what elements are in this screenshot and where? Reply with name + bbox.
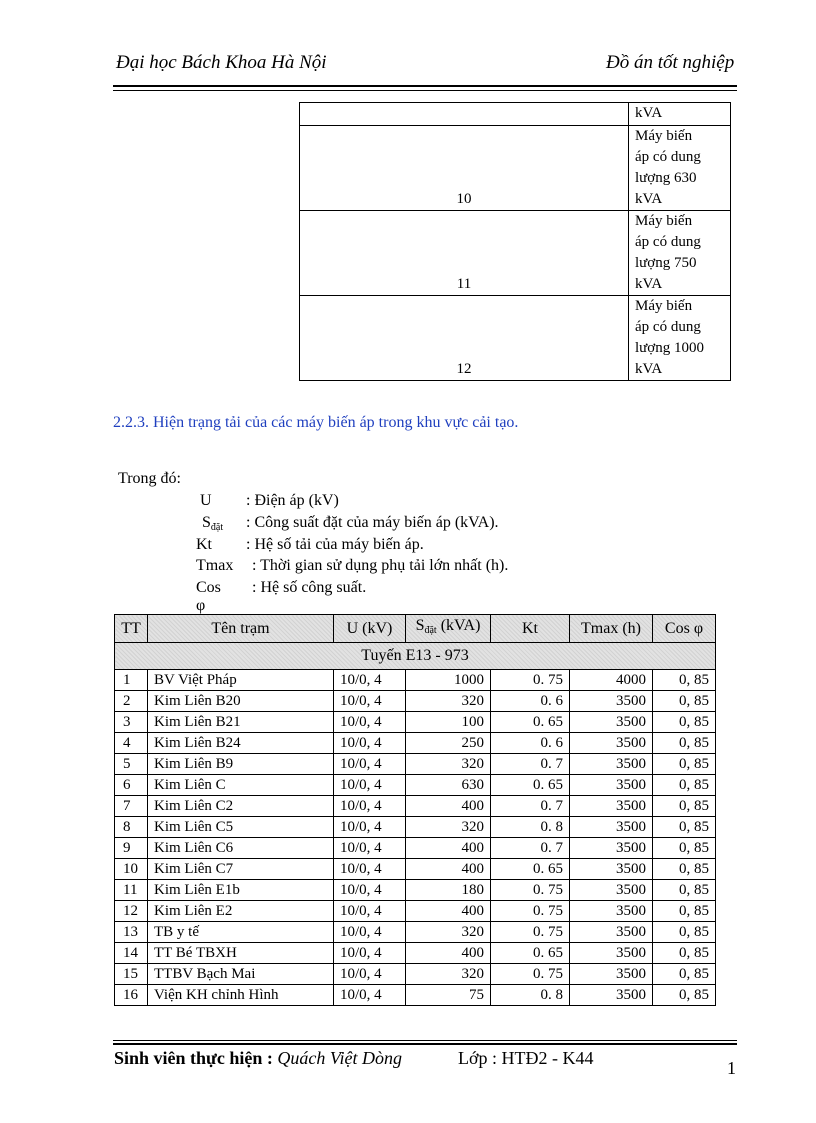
legend-symbol: Kt xyxy=(196,536,212,553)
header-installed-capacity xyxy=(406,615,491,643)
legend-symbol-sub: đặt xyxy=(210,522,224,533)
cell-station-name: Kim Liên B9 xyxy=(148,754,334,775)
desc-line: kVA xyxy=(635,191,663,207)
cell-installed-capacity: 320 xyxy=(406,754,491,775)
desc-line: áp có dung xyxy=(635,319,701,335)
cell-tmax: 3500 xyxy=(570,901,653,922)
continuation-row xyxy=(300,126,731,211)
cell-load-factor: 0. 8 xyxy=(491,817,570,838)
cell-installed-capacity: 320 xyxy=(406,922,491,943)
cell-load-factor: 0. 75 xyxy=(491,880,570,901)
continuation-row xyxy=(300,296,731,381)
header-rule-thin xyxy=(113,90,737,91)
cell-voltage: 10/0, 4 xyxy=(334,922,406,943)
desc-line: lượng 630 xyxy=(635,170,697,186)
desc-line: áp có dung xyxy=(635,149,701,165)
cell-tmax: 3500 xyxy=(570,733,653,754)
cell-voltage: 10/0, 4 xyxy=(334,691,406,712)
table-row xyxy=(115,691,716,712)
table-row xyxy=(115,670,716,691)
header-document-type: Đồ án tốt nghiệp xyxy=(606,52,735,73)
cell-voltage: 10/0, 4 xyxy=(334,943,406,964)
cell-load-factor: 0. 7 xyxy=(491,754,570,775)
cell-station-name: TB y tế xyxy=(148,922,334,943)
cell-power-factor: 0, 85 xyxy=(653,922,716,943)
cell-station-name: Kim Liên B24 xyxy=(148,733,334,754)
header-s-sub: đặt xyxy=(424,625,437,636)
cell-tmax: 3500 xyxy=(570,691,653,712)
cell-load-factor: 0. 6 xyxy=(491,691,570,712)
cell-load-factor: 0. 6 xyxy=(491,733,570,754)
continuation-empty-cell xyxy=(300,103,629,126)
table-row xyxy=(115,775,716,796)
desc-line: Máy biến xyxy=(635,128,693,144)
cell-voltage: 10/0, 4 xyxy=(334,796,406,817)
cell-power-factor: 0, 85 xyxy=(653,817,716,838)
cell-load-factor: 0. 7 xyxy=(491,796,570,817)
page-number: 1 xyxy=(727,1058,736,1078)
header-university: Đại học Bách Khoa Hà Nội xyxy=(116,52,327,73)
cell-tt: 13 xyxy=(115,922,148,943)
cell-installed-capacity: 320 xyxy=(406,817,491,838)
header-s-unit: (kVA) xyxy=(436,617,481,634)
cell-power-factor: 0, 85 xyxy=(653,670,716,691)
header-voltage: U (kV) xyxy=(334,615,406,643)
desc-line: kVA xyxy=(635,276,663,292)
continuation-first-row xyxy=(300,103,731,126)
cell-power-factor: 0, 85 xyxy=(653,712,716,733)
footer-rule-thin xyxy=(113,1040,737,1041)
cell-tt: 15 xyxy=(115,964,148,985)
table-row xyxy=(115,754,716,775)
header-tmax: Tmax (h) xyxy=(570,615,653,643)
cell-installed-capacity: 250 xyxy=(406,733,491,754)
cell-load-factor: 0. 65 xyxy=(491,775,570,796)
cell-voltage: 10/0, 4 xyxy=(334,838,406,859)
cell-station-name: Kim Liên B20 xyxy=(148,691,334,712)
cell-tt: 11 xyxy=(115,880,148,901)
cell-power-factor: 0, 85 xyxy=(653,775,716,796)
cell-load-factor: 0. 75 xyxy=(491,670,570,691)
table-group-row xyxy=(115,643,716,670)
cell-station-name: Viện KH chỉnh Hình xyxy=(148,985,334,1006)
desc-line: Máy biến xyxy=(635,213,693,229)
cell-station-name: Kim Liên C xyxy=(148,775,334,796)
cell-station-name: Kim Liên E1b xyxy=(148,880,334,901)
group-label: Tuyến E13 - 973 xyxy=(115,643,716,670)
continuation-row xyxy=(300,211,731,296)
cell-station-name: Kim Liên C5 xyxy=(148,817,334,838)
cell-tt: 3 xyxy=(115,712,148,733)
cell-tt: 16 xyxy=(115,985,148,1006)
header-station-name: Tên trạm xyxy=(148,615,334,643)
continuation-row-number: 10 xyxy=(300,126,629,211)
continuation-row-number: 11 xyxy=(300,211,629,296)
cell-tmax: 3500 xyxy=(570,817,653,838)
legend-symbol-main: S xyxy=(202,514,211,531)
cell-station-name: Kim Liên B21 xyxy=(148,712,334,733)
cell-power-factor: 0, 85 xyxy=(653,901,716,922)
cell-station-name: Kim Liên C7 xyxy=(148,859,334,880)
cell-tmax: 3500 xyxy=(570,796,653,817)
header-power-factor: Cos φ xyxy=(653,615,716,643)
table-row xyxy=(115,901,716,922)
footer-student xyxy=(114,1048,402,1069)
cell-voltage: 10/0, 4 xyxy=(334,859,406,880)
cell-voltage: 10/0, 4 xyxy=(334,817,406,838)
cell-load-factor: 0. 75 xyxy=(491,964,570,985)
cell-installed-capacity: 400 xyxy=(406,901,491,922)
cell-tt: 6 xyxy=(115,775,148,796)
cell-power-factor: 0, 85 xyxy=(653,796,716,817)
cell-tt: 10 xyxy=(115,859,148,880)
cell-station-name: Kim Liên C6 xyxy=(148,838,334,859)
legend-definition: : Hệ số công suất. xyxy=(252,579,367,596)
cell-tmax: 3500 xyxy=(570,754,653,775)
continuation-row-number: 12 xyxy=(300,296,629,381)
cell-tmax: 3500 xyxy=(570,964,653,985)
footer-student-label: Sinh viên thực hiện : xyxy=(114,1048,278,1068)
header-rule-thick xyxy=(113,85,737,87)
cell-power-factor: 0, 85 xyxy=(653,733,716,754)
table-row xyxy=(115,712,716,733)
cell-tt: 14 xyxy=(115,943,148,964)
cell-tt: 4 xyxy=(115,733,148,754)
continuation-kva-cell: kVA xyxy=(629,103,731,126)
continuation-table xyxy=(299,102,731,381)
cell-voltage: 10/0, 4 xyxy=(334,670,406,691)
cell-installed-capacity: 400 xyxy=(406,838,491,859)
header-tt: TT xyxy=(115,615,148,643)
table-row xyxy=(115,796,716,817)
cell-power-factor: 0, 85 xyxy=(653,880,716,901)
legend-symbol: Tmax xyxy=(196,557,234,574)
cell-tmax: 3500 xyxy=(570,712,653,733)
cell-power-factor: 0, 85 xyxy=(653,859,716,880)
cell-installed-capacity: 180 xyxy=(406,880,491,901)
legend-definition: : Hệ số tải của máy biến áp. xyxy=(246,536,424,553)
cell-load-factor: 0. 65 xyxy=(491,859,570,880)
cell-tmax: 3500 xyxy=(570,838,653,859)
cell-station-name: Kim Liên E2 xyxy=(148,901,334,922)
cell-tmax: 3500 xyxy=(570,943,653,964)
desc-line: áp có dung xyxy=(635,234,701,250)
cell-station-name: Kim Liên C2 xyxy=(148,796,334,817)
continuation-row-description xyxy=(629,296,731,381)
cell-power-factor: 0, 85 xyxy=(653,838,716,859)
footer-rule-thick xyxy=(113,1043,737,1045)
continuation-row-description xyxy=(629,126,731,211)
table-row xyxy=(115,838,716,859)
cell-voltage: 10/0, 4 xyxy=(334,964,406,985)
cell-installed-capacity: 320 xyxy=(406,691,491,712)
cell-installed-capacity: 400 xyxy=(406,859,491,880)
table-header-row xyxy=(115,615,716,643)
section-heading: 2.2.3. Hiện trạng tải của các máy biến áp trong khu vực cải tạo. xyxy=(113,414,519,431)
desc-line: lượng 750 xyxy=(635,255,697,271)
legend-definition: : Thời gian sử dụng phụ tải lớn nhất (h). xyxy=(252,557,509,574)
cell-tt: 8 xyxy=(115,817,148,838)
cell-tt: 5 xyxy=(115,754,148,775)
cell-voltage: 10/0, 4 xyxy=(334,775,406,796)
cell-tt: 7 xyxy=(115,796,148,817)
table-row xyxy=(115,922,716,943)
legend-symbol xyxy=(202,514,223,533)
cell-voltage: 10/0, 4 xyxy=(334,985,406,1006)
cell-tmax: 3500 xyxy=(570,775,653,796)
footer-class: Lớp : HTĐ2 - K44 xyxy=(458,1048,594,1068)
cell-station-name: BV Việt Pháp xyxy=(148,670,334,691)
header-s-main: S xyxy=(415,617,425,634)
desc-line: Máy biến xyxy=(635,298,693,314)
cell-load-factor: 0. 65 xyxy=(491,943,570,964)
table-row xyxy=(115,964,716,985)
table-row xyxy=(115,859,716,880)
cell-installed-capacity: 630 xyxy=(406,775,491,796)
cell-voltage: 10/0, 4 xyxy=(334,712,406,733)
cell-installed-capacity: 400 xyxy=(406,943,491,964)
cell-voltage: 10/0, 4 xyxy=(334,754,406,775)
cell-installed-capacity: 1000 xyxy=(406,670,491,691)
cell-load-factor: 0. 75 xyxy=(491,922,570,943)
cell-tmax: 3500 xyxy=(570,880,653,901)
desc-line: lượng 1000 xyxy=(635,340,704,356)
cell-load-factor: 0. 75 xyxy=(491,901,570,922)
cell-tt: 1 xyxy=(115,670,148,691)
footer-student-name: Quách Việt Dòng xyxy=(277,1048,402,1068)
cell-tt: 2 xyxy=(115,691,148,712)
cell-voltage: 10/0, 4 xyxy=(334,733,406,754)
cell-voltage: 10/0, 4 xyxy=(334,901,406,922)
cell-power-factor: 0, 85 xyxy=(653,985,716,1006)
cell-tt: 12 xyxy=(115,901,148,922)
cell-load-factor: 0. 7 xyxy=(491,838,570,859)
cell-tmax: 4000 xyxy=(570,670,653,691)
cell-tmax: 3500 xyxy=(570,859,653,880)
cell-power-factor: 0, 85 xyxy=(653,691,716,712)
substation-load-table xyxy=(114,614,716,1006)
table-row xyxy=(115,985,716,1006)
legend-symbol: Cos φ xyxy=(196,579,221,614)
cell-tt: 9 xyxy=(115,838,148,859)
cell-load-factor: 0. 65 xyxy=(491,712,570,733)
cell-station-name: TT Bé TBXH xyxy=(148,943,334,964)
table-row xyxy=(115,943,716,964)
table-row xyxy=(115,817,716,838)
legend-definition: : Điện áp (kV) xyxy=(246,492,339,509)
cell-tmax: 3500 xyxy=(570,985,653,1006)
legend-intro: Trong đó: xyxy=(118,470,181,487)
cell-power-factor: 0, 85 xyxy=(653,943,716,964)
cell-power-factor: 0, 85 xyxy=(653,964,716,985)
cell-tmax: 3500 xyxy=(570,922,653,943)
legend-definition: : Công suất đặt của máy biến áp (kVA). xyxy=(246,514,499,531)
cell-installed-capacity: 75 xyxy=(406,985,491,1006)
table-row xyxy=(115,733,716,754)
desc-line: kVA xyxy=(635,361,663,377)
cell-voltage: 10/0, 4 xyxy=(334,880,406,901)
cell-power-factor: 0, 85 xyxy=(653,754,716,775)
continuation-row-description xyxy=(629,211,731,296)
cell-installed-capacity: 320 xyxy=(406,964,491,985)
table-row xyxy=(115,880,716,901)
cell-installed-capacity: 400 xyxy=(406,796,491,817)
cell-station-name: TTBV Bạch Mai xyxy=(148,964,334,985)
cell-load-factor: 0. 8 xyxy=(491,985,570,1006)
legend-symbol: U xyxy=(200,492,212,509)
header-load-factor: Kt xyxy=(491,615,570,643)
cell-installed-capacity: 100 xyxy=(406,712,491,733)
